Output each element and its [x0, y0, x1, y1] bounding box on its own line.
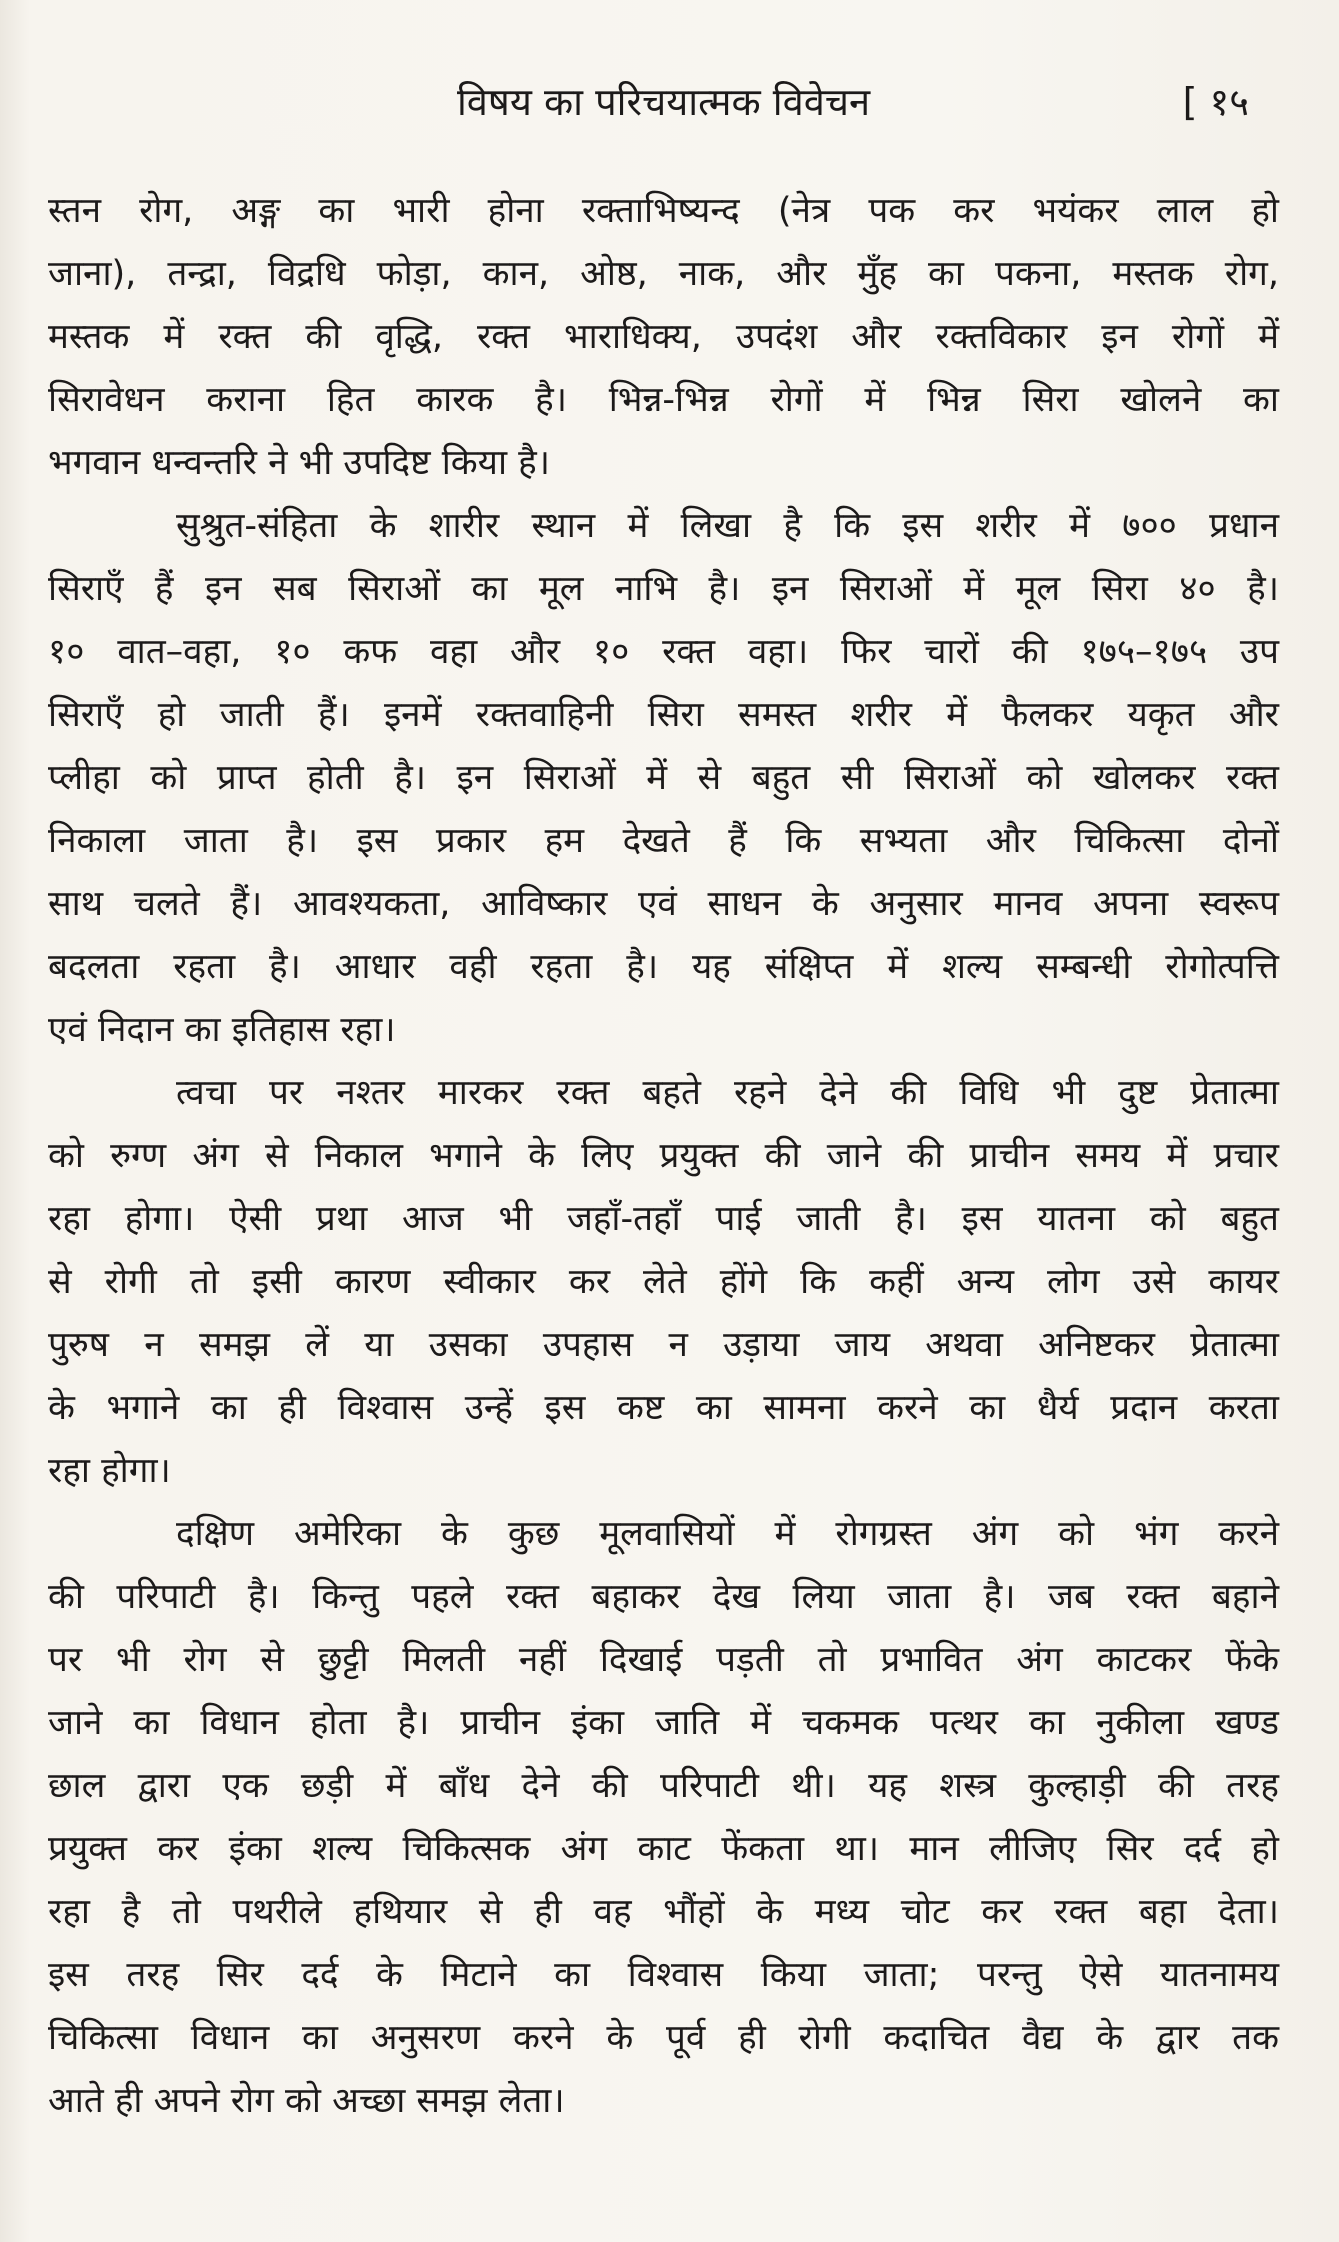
text-line: बदलता रहता है। आधार वही रहता है। यह संक्षिप्त में शल्य सम्बन्धी रोगोत्पत्ति: [48, 947, 1279, 987]
text-line: सुश्रुत-संहिता के शारीर स्थान में लिखा है कि इस शरीर में ७०० प्रधान: [176, 506, 1279, 546]
page-number: [ १५: [1182, 80, 1249, 124]
text-line: सिराएँ हो जाती हैं। इनमें रक्तवाहिनी सिरा समस्त शरीर में फैलकर यकृत और: [48, 695, 1279, 735]
body-text: [48, 180, 1279, 2133]
chapter-title: विषय का परिचयात्मक विवेचन: [456, 80, 871, 124]
text-line: को रुग्ण अंग से निकाल भगाने के लिए प्रयुक्त की जाने की प्राचीन समय में प्रचार: [48, 1136, 1279, 1176]
text-line: दक्षिण अमेरिका के कुछ मूलवासियों में रोगग्रस्त अंग को भंग करने: [176, 1514, 1279, 1554]
text-line: त्वचा पर नश्तर मारकर रक्त बहते रहने देने की विधि भी दुष्ट प्रेतात्मा: [176, 1073, 1279, 1113]
paragraph: [48, 180, 1279, 495]
text-line: रहा है तो पथरीले हथियार से ही वह भौंहों के मध्य चोट कर रक्त बहा देता।: [48, 1892, 1279, 1932]
text-line: प्लीहा को प्राप्त होती है। इन सिराओं में से बहुत सी सिराओं को खोलकर रक्त: [48, 758, 1279, 798]
text-line: रहा होगा। ऐसी प्रथा आज भी जहाँ-तहाँ पाई जाती है। इस यातना को बहुत: [48, 1199, 1279, 1239]
text-line: जाना), तन्द्रा, विद्रधि फोड़ा, कान, ओष्ठ, नाक, और मुँह का पकना, मस्तक रोग,: [48, 254, 1279, 294]
text-line: छाल द्वारा एक छड़ी में बाँध देने की परिपाटी थी। यह शस्त्र कुल्हाड़ी की तरह: [48, 1766, 1279, 1806]
text-line: की परिपाटी है। किन्तु पहले रक्त बहाकर देख लिया जाता है। जब रक्त बहाने: [48, 1577, 1279, 1617]
text-line: जाने का विधान होता है। प्राचीन इंका जाति में चकमक पत्थर का नुकीला खण्ड: [48, 1703, 1279, 1743]
text-line: आते ही अपने रोग को अच्छा समझ लेता।: [48, 2081, 565, 2121]
paragraph: [48, 1503, 1279, 2133]
text-line: सिराएँ हैं इन सब सिराओं का मूल नाभि है। इन सिराओं में मूल सिरा ४० है।: [48, 569, 1279, 609]
text-line: साथ चलते हैं। आवश्यकता, आविष्कार एवं साधन के अनुसार मानव अपना स्वरूप: [48, 884, 1279, 924]
text-line: पर भी रोग से छुट्टी मिलती नहीं दिखाई पड़ती तो प्रभावित अंग काटकर फेंके: [48, 1640, 1279, 1680]
text-line: पुरुष न समझ लें या उसका उपहास न उड़ाया जाय अथवा अनिष्टकर प्रेतात्मा: [48, 1325, 1279, 1365]
text-line: मस्तक में रक्त की वृद्धि, रक्त भाराधिक्य, उपदंश और रक्तविकार इन रोगों में: [48, 317, 1279, 357]
text-line: १० वात–वहा, १० कफ वहा और १० रक्त वहा। फिर चारों की १७५–१७५ उप: [48, 632, 1279, 672]
text-line: इस तरह सिर दर्द के मिटाने का विश्वास किया जाता; परन्तु ऐसे यातनामय: [48, 1955, 1279, 1995]
text-line: निकाला जाता है। इस प्रकार हम देखते हैं कि सभ्यता और चिकित्सा दोनों: [48, 821, 1279, 861]
paragraph: [48, 1062, 1279, 1503]
text-line: स्तन रोग, अङ्ग का भारी होना रक्ताभिष्यन्द (नेत्र पक कर भयंकर लाल हो: [48, 191, 1279, 231]
text-line: प्रयुक्त कर इंका शल्य चिकित्सक अंग काट फेंकता था। मान लीजिए सिर दर्द हो: [48, 1829, 1279, 1869]
text-line: रहा होगा।: [48, 1451, 171, 1491]
text-line: चिकित्सा विधान का अनुसरण करने के पूर्व ही रोगी कदाचित वैद्य के द्वार तक: [48, 2018, 1279, 2058]
text-line: एवं निदान का इतिहास रहा।: [48, 1010, 396, 1050]
text-line: के भगाने का ही विश्वास उन्हें इस कष्ट का सामना करने का धैर्य प्रदान करता: [48, 1388, 1279, 1428]
running-header: [48, 72, 1279, 132]
paragraph: [48, 495, 1279, 1062]
text-line: से रोगी तो इसी कारण स्वीकार कर लेते होंगे कि कहीं अन्य लोग उसे कायर: [48, 1262, 1279, 1302]
text-line: भगवान धन्वन्तरि ने भी उपदिष्ट किया है।: [48, 443, 550, 483]
text-line: सिरावेधन कराना हित कारक है। भिन्न-भिन्न रोगों में भिन्न सिरा खोलने का: [48, 380, 1279, 420]
